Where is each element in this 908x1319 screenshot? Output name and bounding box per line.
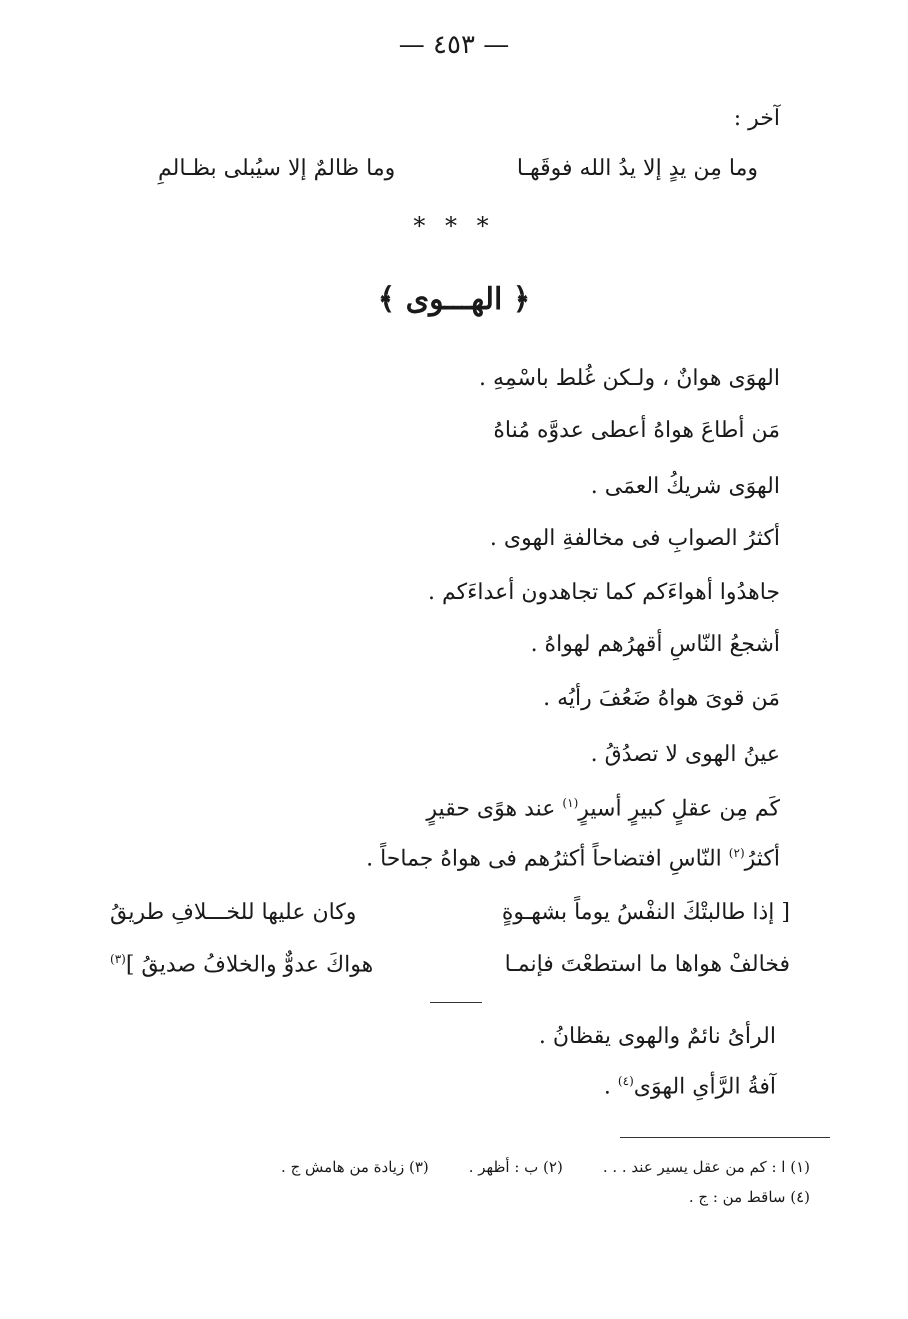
section-separator: * * * <box>413 212 495 240</box>
saying-1: الهوَى هوانٌ ، ولـكن غُلط باسْمِهِ . <box>479 366 780 391</box>
poem-row-2-left-wrap <box>110 952 373 977</box>
saying-6: أشجعُ النّاسِ أقهرُهم لهواهُ . <box>530 632 780 657</box>
saying-9 <box>426 796 780 821</box>
saying-10 <box>366 846 780 871</box>
saying-9-part-2: عند هوًى حقيرٍ <box>426 796 556 822</box>
poem-row-1-right: [ إذا طالبتْكَ النفْسُ يوماً بشهـوةٍ <box>501 900 790 925</box>
saying-8: عينُ الهوى لا تصدُقُ . <box>590 742 780 767</box>
closing-saying-2-period: . <box>603 1074 611 1100</box>
footnote-line-2 <box>689 1188 810 1206</box>
saying-9-part-1: كَم مِن عقلٍ كبيرٍ أسيرٍ <box>578 796 780 822</box>
poem-row-2-left: هواكَ عدوٌّ والخلافُ صديقُ ] <box>125 952 374 978</box>
footnote-2: (٢) ب : أظهر . <box>468 1158 563 1176</box>
page-number: — ٤٥٣ — <box>398 30 510 60</box>
saying-10-part-2: النّاسِ افتضاحاً أكثرُهم فى هواهُ جماحاً . <box>366 846 722 872</box>
verse-second-hemistich: وما ظالمٌ إلا سيُبلى بظـالمِ <box>158 156 396 181</box>
verse-line <box>158 156 758 181</box>
intro-label: آخر : <box>733 106 780 131</box>
verse-first-hemistich: وما مِن يدٍ إلا يدُ الله فوقَهـا <box>516 156 758 181</box>
footnote-4: (٤) ساقط من : ج . <box>688 1188 810 1206</box>
saying-4: أكثرُ الصوابِ فى مخالفةِ الهوى . <box>489 526 780 551</box>
poem-row-2-right: فخالفْ هواها ما استطعْتَ فإنمـا <box>504 952 790 977</box>
saying-7: مَن قوىَ هواهُ ضَعُفَ رأيُه . <box>543 686 780 711</box>
footnote-1: (١) ا : كم من عقل يسير عند . . . <box>602 1158 810 1176</box>
section-heading: ﴿ الهـــوى ﴾ <box>377 282 531 317</box>
saying-3: الهوَى شريكُ العمَى . <box>590 474 780 499</box>
footnote-3: (٣) زيادة من هامش ج . <box>281 1158 429 1176</box>
closing-saying-2 <box>604 1074 776 1099</box>
footnote-divider <box>620 1137 830 1138</box>
short-divider <box>430 1002 482 1003</box>
footnote-line-1 <box>281 1158 810 1176</box>
saying-10-part-1: أكثرُ <box>744 846 780 872</box>
closing-saying-1: الرأىُ نائمٌ والهوى يقظانُ . <box>538 1024 776 1049</box>
poem-row-2 <box>110 952 790 977</box>
saying-2: مَن أطاعَ هواهُ أعطى عدوَّه مُناهُ <box>493 418 780 443</box>
saying-5: جاهدُوا أهواءَكم كما تجاهدون أعداءَكم . <box>427 580 780 605</box>
footnote-mark-3: (٣) <box>110 952 126 966</box>
footnote-mark-2: (٢) <box>728 846 745 860</box>
poem-row-1-left: وكان عليها للخـــلافِ طريقُ <box>110 900 357 925</box>
footnote-mark-1: (١) <box>562 796 579 810</box>
closing-saying-2-text: آفةُ الرَّأىِ الهوَى <box>633 1074 776 1100</box>
footnote-mark-4: (٤) <box>617 1074 634 1088</box>
poem-row-1 <box>110 900 790 925</box>
